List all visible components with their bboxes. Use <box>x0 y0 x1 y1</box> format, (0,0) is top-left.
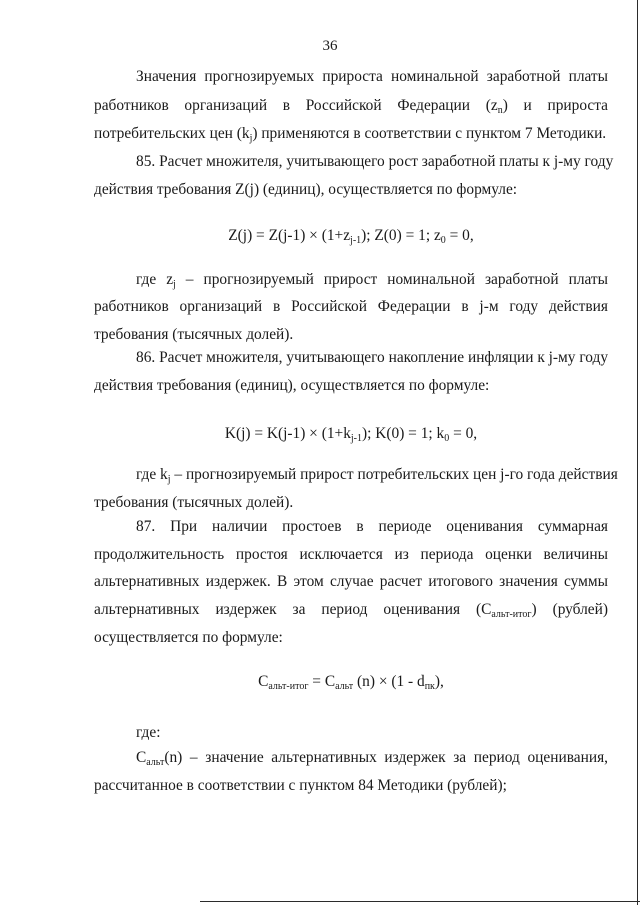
text-line: рассчитанное в соответствии с пунктом 84 Методики (рублей); <box>94 777 507 794</box>
formula-line: $K(j) = K(j-1) \times (1+k_{j-1})$; K(0) = 1; $k_0 = 0$, <box>224 425 478 444</box>
text-line: действия требования (единиц), осуществляется по формуле: <box>94 377 490 394</box>
text-line: работников организаций в Российской Федерации $(z_n)$ и прироста <box>94 97 609 116</box>
text-line: осуществляется по формуле: <box>94 629 283 646</box>
text-line: 87. При наличии простоев в периоде оценивания суммарная <box>136 518 608 535</box>
text-line: 85. Расчет множителя, учитывающего рост заработной платы к j-му году <box>136 153 614 170</box>
text-line: Значения прогнозируемых прироста номинальной заработной платы <box>136 68 608 85</box>
text-line: продолжительность простоя исключается из периода оценки величины <box>94 546 608 563</box>
page-number: 36 <box>322 38 338 54</box>
text-line: потребительских цен $(k_j)$ применяются в соответствии с пунктом 7 Методики. <box>94 125 607 144</box>
text-line: где $z_j$ – прогнозируемый прирост номинальной заработной платы <box>136 271 608 290</box>
page-right-edge <box>637 0 639 905</box>
text-line: $С_{альт}(n)$ – значение альтернативных издержек за период оценивания, <box>136 749 608 768</box>
text-line: требования (тысячных долей). <box>94 494 294 511</box>
text-line: альтернативных издержек за период оценивания $(С_{альт-итог})$ (рублей) <box>94 601 608 620</box>
page-bottom-edge <box>200 901 640 903</box>
text-line: требования (тысячных долей). <box>94 326 294 343</box>
text-line: работников организаций в Российской Федерации в j-м году действия <box>94 298 608 315</box>
text-line: где $k_j$ – прогнозируемый прирост потребительских цен j-го года действия <box>136 466 618 485</box>
text-line: где: <box>136 724 161 741</box>
text-line: действия требования Z(j) (единиц), осуществляется по формуле: <box>94 181 518 198</box>
text-line: 86. Расчет множителя, учитывающего накопление инфляции к j-му году <box>136 349 609 366</box>
text-line: альтернативных издержек. В этом случае расчет итогового значения суммы <box>94 573 608 590</box>
formula-line: $Z(j) = Z(j-1) \times (1+z_{j-1})$; Z(0) = 1; $z_0 = 0$, <box>228 227 474 246</box>
formula-line: $С_{альт-итог} = С_{альт}$ $(n) \times (1 - d_{пк})$, <box>258 673 444 692</box>
